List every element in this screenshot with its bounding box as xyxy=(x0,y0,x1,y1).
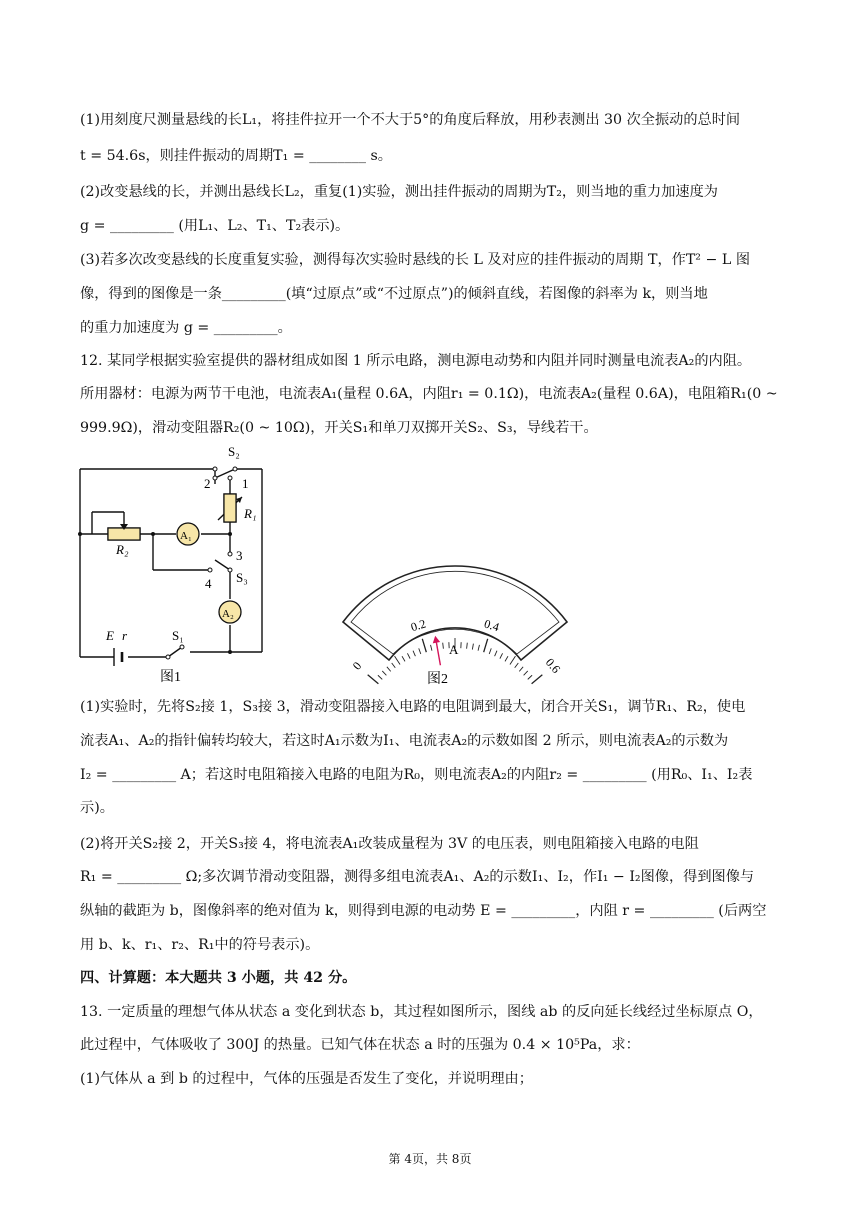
dial-tick xyxy=(519,667,523,672)
label-r1: R₁ xyxy=(244,506,257,521)
dial-tick xyxy=(395,656,400,664)
label-terminal-3: 3 xyxy=(236,548,243,563)
dial-scale-label: 0.4 xyxy=(482,616,501,635)
dial-tick xyxy=(505,656,508,661)
dial-tick xyxy=(413,651,415,657)
dial-tick xyxy=(387,667,391,672)
text-line: g = _________ (用L₁、L₂、T₁、T₂表示)。 xyxy=(80,218,350,234)
label-r: r xyxy=(122,628,128,643)
dial-tick xyxy=(510,656,515,664)
text-line: (1)实验时，先将S₂接 1，S₃接 3，滑动变阻器接入电路的电阻调到最大，闭合开关S₁，调节R₁、R₂，使电 xyxy=(80,699,746,715)
label-s1: S₁ xyxy=(172,628,184,643)
page-footer: 第 4页，共 8页 xyxy=(388,1152,472,1166)
label-s3: S₃ xyxy=(236,570,248,585)
dial-tick xyxy=(402,656,405,661)
label-a2: A₂ xyxy=(222,608,234,620)
question-12-line: 12. 某同学根据实验室提供的器材组成如图 1 所示电路，测电源电动势和内阻并同时测量电流表A₂的内阻。 xyxy=(80,353,752,369)
text-line: 流表A₁、A₂的指针偏转均较大，若这时A₁示数为I₁、电流表A₂的示数如图 2 所示，则电流表A₂的示数为 xyxy=(80,733,729,749)
label-terminal-1: 1 xyxy=(242,476,249,491)
label-terminal-4: 4 xyxy=(205,576,212,591)
dial-tick xyxy=(382,671,386,675)
text-line: I₂ = _________ A；若这时电阻箱接入电路的电阻为R₀，则电流表A₂的内阻r₂ = _________ (用R₀、I₁、I₂表 xyxy=(80,767,753,783)
text-line: 纵轴的截距为 b，图像斜率的绝对值为 k，则得到电源的电动势 E = _________，内阻 r = _________ (后两空 xyxy=(80,903,767,919)
text-line: 示)。 xyxy=(80,800,114,816)
text-line: 的重力加速度为 g = _________。 xyxy=(80,320,292,336)
text-line: 像，得到的图像是一条_________(填“过原点”或“不过原点”)的倾斜直线，若图像的斜率为 k，则当地 xyxy=(80,286,708,302)
dial-tick xyxy=(368,675,379,684)
dial-tick xyxy=(392,663,396,668)
dial-tick xyxy=(407,653,410,658)
label-r2: R₂ xyxy=(116,542,129,557)
label-terminal-2: 2 xyxy=(204,476,211,491)
dial-scale-label: 0 xyxy=(349,658,365,673)
dial-tick xyxy=(478,645,479,651)
dial-tick xyxy=(378,675,382,679)
dial-tick xyxy=(431,645,432,651)
text-line: t = 54.6s，则挂件振动的周期T₁ = ________ s。 xyxy=(80,148,392,164)
dial-scale-label: 0.2 xyxy=(409,616,428,635)
text-line: (2)改变悬线的长，并测出悬线长L₂，重复(1)实验，测出挂件振动的周期为T₂，则当地的重力加速度为 xyxy=(80,184,718,200)
text-line: (1)气体从 a 到 b 的过程中，气体的压强是否发生了变化，并说明理由； xyxy=(80,1071,533,1087)
dial-unit-label: A xyxy=(449,642,459,657)
dial-tick xyxy=(419,648,421,654)
dial-tick xyxy=(515,663,519,668)
dial-tick xyxy=(443,643,444,649)
text-line: R₁ = _________ Ω;多次调节滑动变阻器，测得多组电流表A₁、A₂的示数I₁、I₂，作I₁ − I₂图像，得到图像与 xyxy=(80,869,755,885)
question-13-line: 13. 一定质量的理想气体从状态 a 变化到状态 b，其过程如图所示，图线 ab 的反向延长线经过坐标原点 O， xyxy=(80,1004,763,1020)
text-line: 此过程中，气体吸收了 300J 的热量。已知气体在状态 a 时的压强为 0.4 × 10⁵Pa，求： xyxy=(80,1037,640,1053)
figure2-caption: 图2 xyxy=(427,672,448,687)
text-line: 所用器材：电源为两节干电池，电流表A₁(量程 0.6A，内阻r₁ = 0.1Ω)，电流表A₂(量程 0.6A)，电阻箱R₁(0 ~ xyxy=(80,386,778,402)
text-line: (1)用刻度尺测量悬线的长L₁，将挂件拉开一个不大于5°的角度后释放，用秒表测出 30 次全振动的总时间 xyxy=(80,112,741,128)
dial-tick xyxy=(495,651,497,657)
dial-tick xyxy=(467,643,468,649)
text-line: (3)若多次改变悬线的长度重复实验，测得每次实验时悬线的长 L 及对应的挂件振动的周期 T，作T² − L 图 xyxy=(80,252,751,268)
label-e: E xyxy=(106,628,114,643)
dial-tick xyxy=(524,671,528,675)
text-line: (2)将开关S₂接 2，开关S₃接 4，将电流表A₁改装成量程为 3V 的电压表，则电阻箱接入电路的电阻 xyxy=(80,836,699,852)
text-line: 用 b、k、r₁、r₂、R₁中的符号表示)。 xyxy=(80,937,320,953)
dial-tick xyxy=(532,675,543,684)
ammeter-dial-figure2 xyxy=(335,560,575,688)
section-heading: 四、计算题：本大题共 3 小题，共 42 分。 xyxy=(80,970,357,986)
text-line: 999.9Ω)，滑动变阻器R₂(0 ~ 10Ω)，开关S₁和单刀双掷开关S₂、S₃，导线若干。 xyxy=(80,420,598,436)
dial-scale-label: 0.6 xyxy=(542,655,564,676)
label-a1: A₁ xyxy=(180,530,192,542)
circuit-diagram-figure1 xyxy=(70,442,280,687)
dial-tick xyxy=(500,653,503,658)
dial-tick xyxy=(484,639,488,652)
dial-tick xyxy=(528,675,532,679)
dial-tick xyxy=(472,644,473,650)
dial-needle-tip xyxy=(433,636,440,644)
label-s2: S₂ xyxy=(228,444,240,459)
figure1-caption: 图1 xyxy=(160,670,181,685)
dial-tick xyxy=(489,648,491,654)
dial-tick xyxy=(422,639,426,652)
